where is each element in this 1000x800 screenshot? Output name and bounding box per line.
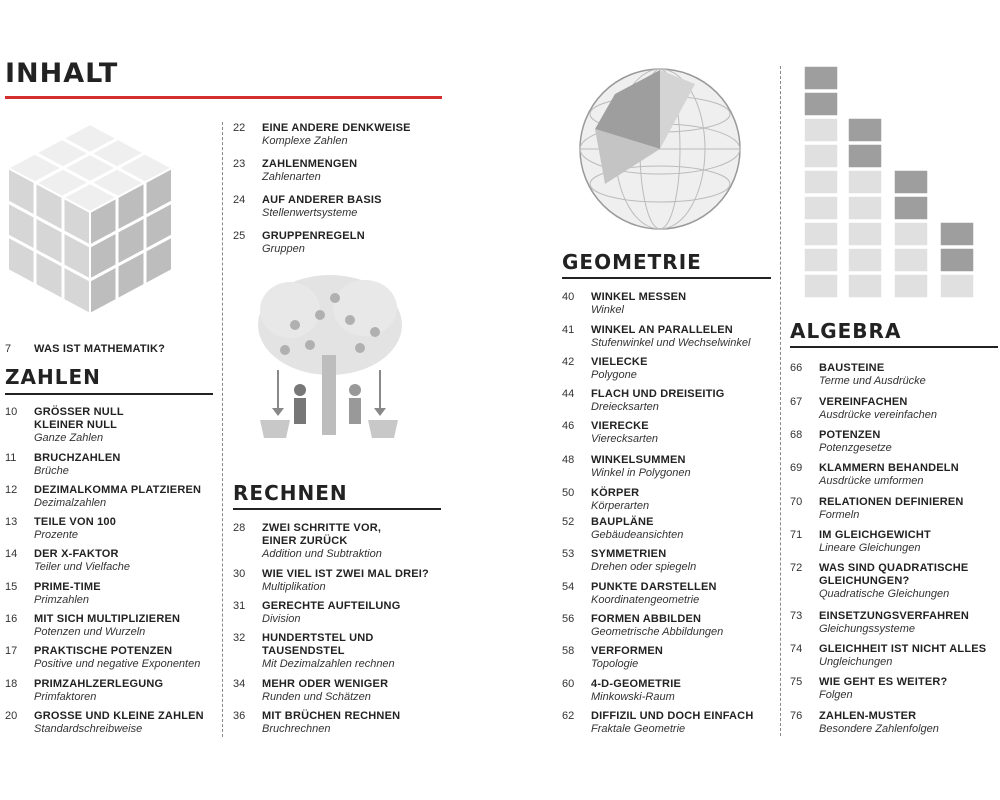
entry-subtitle: Brüche <box>34 465 69 477</box>
section-title-algebra: ALGEBRA <box>790 319 902 343</box>
toc-entry[interactable] <box>5 406 217 445</box>
page-number: 10 <box>5 406 18 418</box>
entry-heading: VIERECKE <box>591 420 649 432</box>
entry-heading: GRUPPENREGELN <box>262 230 365 242</box>
page-number: 52 <box>562 516 575 528</box>
page-number: 62 <box>562 710 575 722</box>
entry-subtitle: Stufenwinkel und Wechselwinkel <box>591 337 751 349</box>
page-number: 25 <box>233 230 246 242</box>
entry-heading: MIT SICH MULTIPLIZIEREN <box>34 613 181 625</box>
page-number: 12 <box>5 484 18 496</box>
toc-entry[interactable] <box>233 568 445 594</box>
entry-heading: WIE VIEL IST ZWEI MAL DREI? <box>262 568 429 580</box>
toc-entry[interactable] <box>233 678 445 704</box>
page-number: 50 <box>562 487 575 499</box>
entry-heading: IM GLEICHGEWICHT <box>819 529 931 541</box>
page-number: 18 <box>5 678 18 690</box>
entry-subtitle: Ganze Zahlen <box>34 432 104 444</box>
entry-heading: GLEICHHEIT IST NICHT ALLES <box>819 643 987 655</box>
entry-heading: VEREINFACHEN <box>819 396 908 408</box>
page-number: 24 <box>233 194 246 206</box>
section-title-geometrie: GEOMETRIE <box>562 250 702 274</box>
entry-subtitle: Minkowski-Raum <box>591 691 675 703</box>
page-number: 16 <box>5 613 18 625</box>
entry-subtitle: Gleichungssysteme <box>819 623 915 635</box>
page-number: 67 <box>790 396 803 408</box>
toc-entry[interactable] <box>790 496 1000 522</box>
section-title-rechnen: RECHNEN <box>233 481 348 505</box>
page-number: 58 <box>562 645 575 657</box>
page-number: 71 <box>790 529 803 541</box>
toc-entry[interactable] <box>233 600 445 626</box>
entry-heading: PUNKTE DARSTELLEN <box>591 581 717 593</box>
toc-entry[interactable] <box>562 324 774 350</box>
toc-entry[interactable] <box>790 610 1000 636</box>
page-number: 31 <box>233 600 246 612</box>
entry-subtitle: Mit Dezimalzahlen rechnen <box>262 658 395 670</box>
page-number: 32 <box>233 632 246 644</box>
toc-entry[interactable] <box>233 632 445 671</box>
page-number: 17 <box>5 645 18 657</box>
entry-subtitle: Körperarten <box>591 500 650 512</box>
toc-entry[interactable] <box>790 362 1000 388</box>
page-number: 75 <box>790 676 803 688</box>
column-divider <box>780 66 781 736</box>
page-number: 73 <box>790 610 803 622</box>
entry-subtitle: Winkel in Polygonen <box>591 467 691 479</box>
toc-entry[interactable] <box>562 548 774 574</box>
page-number: 40 <box>562 291 575 303</box>
entry-heading: EINE ANDERE DENKWEISE <box>262 122 411 134</box>
entry-subtitle: Prozente <box>34 529 79 541</box>
entry-subtitle: Bruchrechnen <box>262 723 331 735</box>
entry-subtitle: Vierecksarten <box>591 433 659 445</box>
toc-entry[interactable] <box>5 452 217 478</box>
entry-heading: VIELECKE <box>591 356 648 368</box>
entry-heading: PRIMZAHLZERLEGUNG <box>34 678 164 690</box>
entry-heading: VERFORMEN <box>591 645 664 657</box>
entry-subtitle: Komplexe Zahlen <box>262 135 348 147</box>
toc-entry[interactable] <box>562 454 774 480</box>
entry-heading: WINKEL AN PARALLELEN <box>591 324 733 336</box>
page-number: 53 <box>562 548 575 560</box>
toc-entry[interactable] <box>5 613 217 639</box>
entry-subtitle: Teiler und Vielfache <box>34 561 131 573</box>
page-number: 44 <box>562 388 575 400</box>
entry-heading-line2: EINER ZURÜCK <box>262 535 348 547</box>
page-number: 28 <box>233 522 246 534</box>
toc-entry[interactable] <box>790 710 1000 736</box>
entry-subtitle: Runden und Schätzen <box>262 691 371 703</box>
entry-subtitle: Potenzen und Wurzeln <box>34 626 146 638</box>
entry-heading: 4-D-GEOMETRIE <box>591 678 681 690</box>
entry-heading-line2: TAUSENDSTEL <box>262 645 345 657</box>
toc-entry[interactable] <box>562 356 774 382</box>
entry-subtitle: Primfaktoren <box>34 691 97 703</box>
entry-heading: WIE GEHT ES WEITER? <box>819 676 948 688</box>
toc-entry[interactable] <box>233 522 445 561</box>
page-number: 22 <box>233 122 246 134</box>
toc-list-rechnen <box>233 0 445 800</box>
entry-heading: BAUSTEINE <box>819 362 885 374</box>
toc-entry[interactable] <box>5 548 217 574</box>
entry-heading: ZWEI SCHRITTE VOR, <box>262 522 382 534</box>
entry-subtitle: Folgen <box>819 689 853 701</box>
toc-entry[interactable] <box>233 710 445 736</box>
entry-subtitle: Fraktale Geometrie <box>591 723 686 735</box>
entry-heading: PRIME-TIME <box>34 581 101 593</box>
entry-heading: DER X-FAKTOR <box>34 548 119 560</box>
entry-subtitle: Quadratische Gleichungen <box>819 588 950 600</box>
entry-heading: AUF ANDERER BASIS <box>262 194 382 206</box>
page-number: 34 <box>233 678 246 690</box>
entry-subtitle: Potenzgesetze <box>819 442 892 454</box>
column-divider <box>222 122 223 737</box>
toc-list-algebra <box>790 0 1000 800</box>
entry-subtitle: Ungleichungen <box>819 656 893 668</box>
page-number: 60 <box>562 678 575 690</box>
entry-subtitle: Dreiecksarten <box>591 401 659 413</box>
page-number: 69 <box>790 462 803 474</box>
page-title: INHALT <box>5 58 119 89</box>
entry-subtitle: Gruppen <box>262 243 305 255</box>
page-number: 14 <box>5 548 18 560</box>
entry-subtitle: Formeln <box>819 509 860 521</box>
entry-subtitle: Lineare Gleichungen <box>819 542 921 554</box>
entry-subtitle: Zahlenarten <box>262 171 321 183</box>
entry-subtitle: Drehen oder spiegeln <box>591 561 697 573</box>
toc-entry[interactable] <box>562 581 774 607</box>
entry-heading: PRAKTISCHE POTENZEN <box>34 645 173 657</box>
entry-heading: KÖRPER <box>591 487 640 499</box>
toc-entry[interactable] <box>790 676 1000 702</box>
toc-entry[interactable] <box>790 562 1000 601</box>
entry-subtitle: Primzahlen <box>34 594 90 606</box>
entry-subtitle: Division <box>262 613 301 625</box>
toc-entry[interactable] <box>790 429 1000 455</box>
entry-heading: GRÖSSER NULL <box>34 406 124 418</box>
toc-entry[interactable] <box>562 291 774 317</box>
entry-heading: EINSETZUNGSVERFAHREN <box>819 610 970 622</box>
entry-heading: DIFFIZIL UND DOCH EINFACH <box>591 710 754 722</box>
toc-entry[interactable] <box>790 462 1000 488</box>
entry-heading: GERECHTE AUFTEILUNG <box>262 600 401 612</box>
entry-heading: WINKEL MESSEN <box>591 291 687 303</box>
toc-entry[interactable] <box>562 710 774 736</box>
toc-entry[interactable] <box>562 516 774 542</box>
page-number: 46 <box>562 420 575 432</box>
toc-entry[interactable] <box>562 388 774 414</box>
page-number: 30 <box>233 568 246 580</box>
page-number: 74 <box>790 643 803 655</box>
page-number: 7 <box>5 343 12 355</box>
entry-subtitle: Ausdrücke vereinfachen <box>819 409 938 421</box>
page-number: 13 <box>5 516 18 528</box>
page-number: 68 <box>790 429 803 441</box>
entry-subtitle: Koordinatengeometrie <box>591 594 700 606</box>
page-number: 70 <box>790 496 803 508</box>
entry-heading-line2: KLEINER NULL <box>34 419 118 431</box>
toc-entry[interactable] <box>562 420 774 446</box>
entry-subtitle: Gebäudeansichten <box>591 529 684 541</box>
entry-heading: MIT BRÜCHEN RECHNEN <box>262 710 401 722</box>
entry-heading: BRUCHZAHLEN <box>34 452 121 464</box>
toc-list-zahlen <box>5 0 217 800</box>
toc-entry[interactable] <box>5 678 217 704</box>
entry-heading: KLAMMERN BEHANDELN <box>819 462 959 474</box>
page-number: 56 <box>562 613 575 625</box>
entry-heading: BAUPLÄNE <box>591 516 654 528</box>
toc-entry[interactable] <box>562 678 774 704</box>
entry-heading-line2: GLEICHUNGEN? <box>819 575 910 587</box>
entry-subtitle: Terme und Ausdrücke <box>819 375 926 387</box>
page-number: 72 <box>790 562 803 574</box>
toc-entry[interactable] <box>5 581 217 607</box>
toc-entry[interactable] <box>5 516 217 542</box>
entry-subtitle: Besondere Zahlenfolgen <box>819 723 939 735</box>
toc-entry[interactable] <box>562 487 774 513</box>
entry-heading: TEILE VON 100 <box>34 516 117 528</box>
entry-heading: DEZIMALKOMMA PLATZIEREN <box>34 484 202 496</box>
page-number: 36 <box>233 710 246 722</box>
entry-subtitle: Winkel <box>591 304 624 316</box>
page-number: 76 <box>790 710 803 722</box>
page-number: 42 <box>562 356 575 368</box>
page-number: 41 <box>562 324 575 336</box>
entry-heading: ZAHLENMENGEN <box>262 158 358 170</box>
toc-entry[interactable] <box>562 645 774 671</box>
toc-entry[interactable] <box>5 645 217 671</box>
page-number: 11 <box>5 452 17 464</box>
entry-heading: RELATIONEN DEFINIEREN <box>819 496 964 508</box>
entry-subtitle: Topologie <box>591 658 639 670</box>
entry-subtitle: Ausdrücke umformen <box>819 475 924 487</box>
page-number: 66 <box>790 362 803 374</box>
toc-entry[interactable] <box>790 643 1000 669</box>
entry-heading: FLACH UND DREISEITIG <box>591 388 725 400</box>
entry-subtitle: Stellenwertsysteme <box>262 207 358 219</box>
entry-subtitle: Positive und negative Exponenten <box>34 658 201 670</box>
entry-heading: FORMEN ABBILDEN <box>591 613 702 625</box>
page-number: 23 <box>233 158 246 170</box>
entry-heading: SYMMETRIEN <box>591 548 667 560</box>
toc-entry[interactable] <box>790 396 1000 422</box>
section-title-zahlen: ZAHLEN <box>5 365 101 389</box>
page-number: 20 <box>5 710 18 722</box>
toc-entry[interactable] <box>5 484 217 510</box>
entry-heading: WAS SIND QUADRATISCHE <box>819 562 969 574</box>
entry-subtitle: Addition und Subtraktion <box>262 548 382 560</box>
entry-subtitle: Dezimalzahlen <box>34 497 107 509</box>
toc-entry[interactable] <box>562 613 774 639</box>
entry-heading: MEHR ODER WENIGER <box>262 678 389 690</box>
entry-subtitle: Multiplikation <box>262 581 326 593</box>
page-number: 48 <box>562 454 575 466</box>
entry-heading: ZAHLEN-MUSTER <box>819 710 917 722</box>
entry-heading: WAS IST MATHEMATIK? <box>34 343 166 355</box>
toc-entry[interactable] <box>790 529 1000 555</box>
page-number: 54 <box>562 581 575 593</box>
entry-subtitle: Geometrische Abbildungen <box>591 626 724 638</box>
entry-subtitle: Standardschreibweise <box>34 723 143 735</box>
toc-entry[interactable] <box>5 710 217 736</box>
entry-heading: HUNDERTSTEL UND <box>262 632 374 644</box>
entry-subtitle: Polygone <box>591 369 637 381</box>
entry-heading: WINKELSUMMEN <box>591 454 686 466</box>
page-number: 15 <box>5 581 18 593</box>
entry-heading: GROSSE UND KLEINE ZAHLEN <box>34 710 204 722</box>
toc-list-geometrie <box>562 0 774 800</box>
entry-heading: POTENZEN <box>819 429 881 441</box>
